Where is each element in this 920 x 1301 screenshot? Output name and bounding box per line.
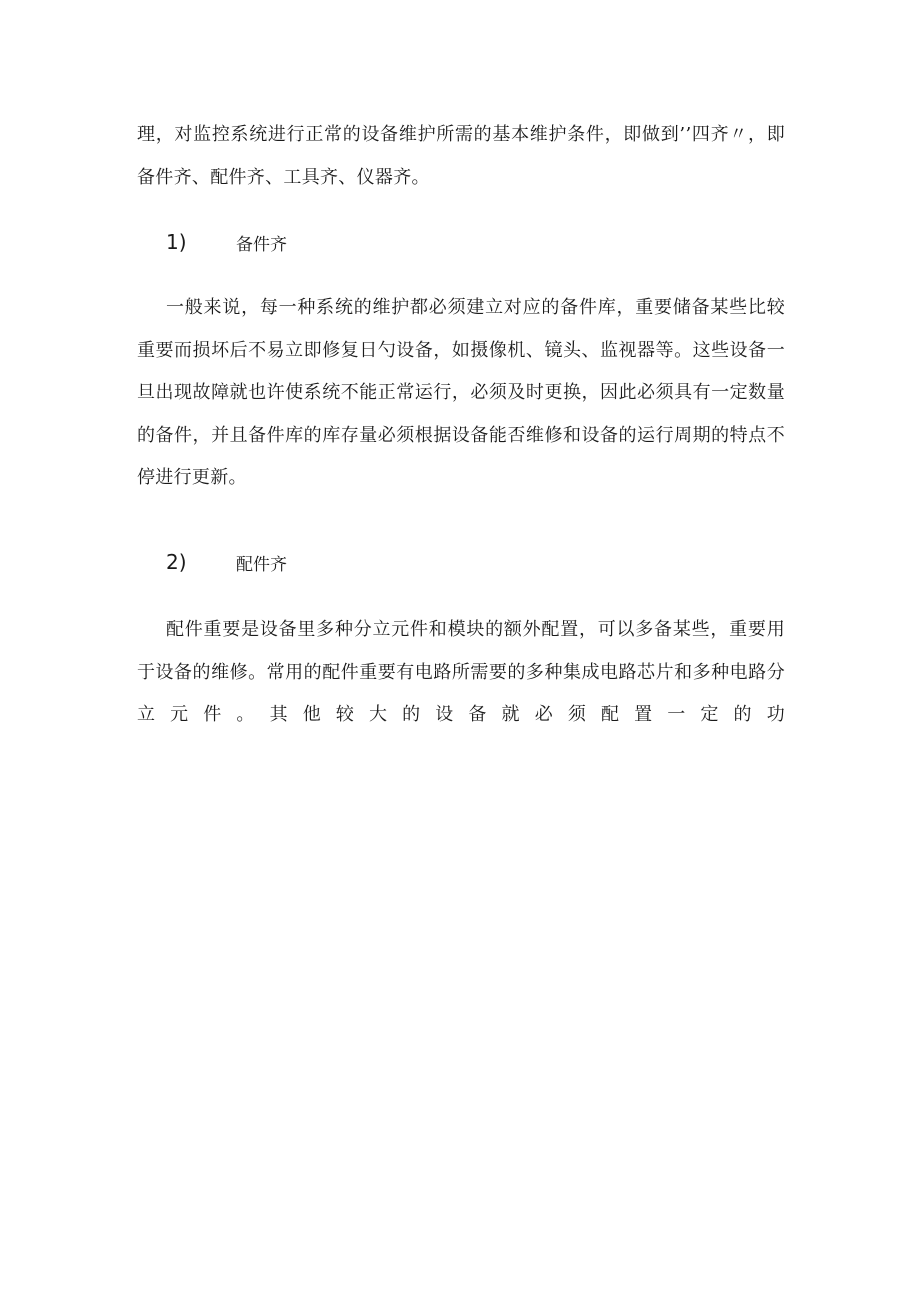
- section-title: 配件齐: [236, 554, 287, 575]
- accessories-body: 配件重要是设备里多种分立元件和模块的额外配置，可以多备某些，重要用于设备的维修。常用的配件重要有电路所需要的多种集成电路芯片和多种电路分: [137, 619, 785, 683]
- accessories-paragraph: [137, 609, 785, 737]
- section-number: 2): [166, 550, 187, 574]
- section-number: 1): [166, 230, 187, 254]
- intro-line-2: 备件齐、配件齐、工具齐、仪器齐。: [137, 166, 430, 188]
- intro-line-1: 理，对监控系统进行正常的设备维护所需的基本维护条件，即做到’’四齐〃，即: [137, 124, 785, 145]
- section-title: 备件齐: [236, 234, 287, 255]
- intro-paragraph: [137, 114, 785, 199]
- section-heading-spare-parts: [166, 227, 287, 257]
- section-heading-accessories: [166, 547, 287, 577]
- spare-parts-paragraph: 一般来说，每一种系统的维护都必须建立对应的备件库，重要储备某些比较重要而损坏后不易立即修复日勺设备，如摄像机、镜头、监视器等。这些设备一旦出现故障就也许使系统不能正常运行，必须及时更换，因此必须具有一定数量的备件，并且备件库的库存量必须根据设备能否维修和设备的运行周期的特点不停进行更新。: [137, 297, 785, 488]
- accessories-last-line: 立元件。其他较大的设备就必须配置一定的功: [137, 704, 785, 725]
